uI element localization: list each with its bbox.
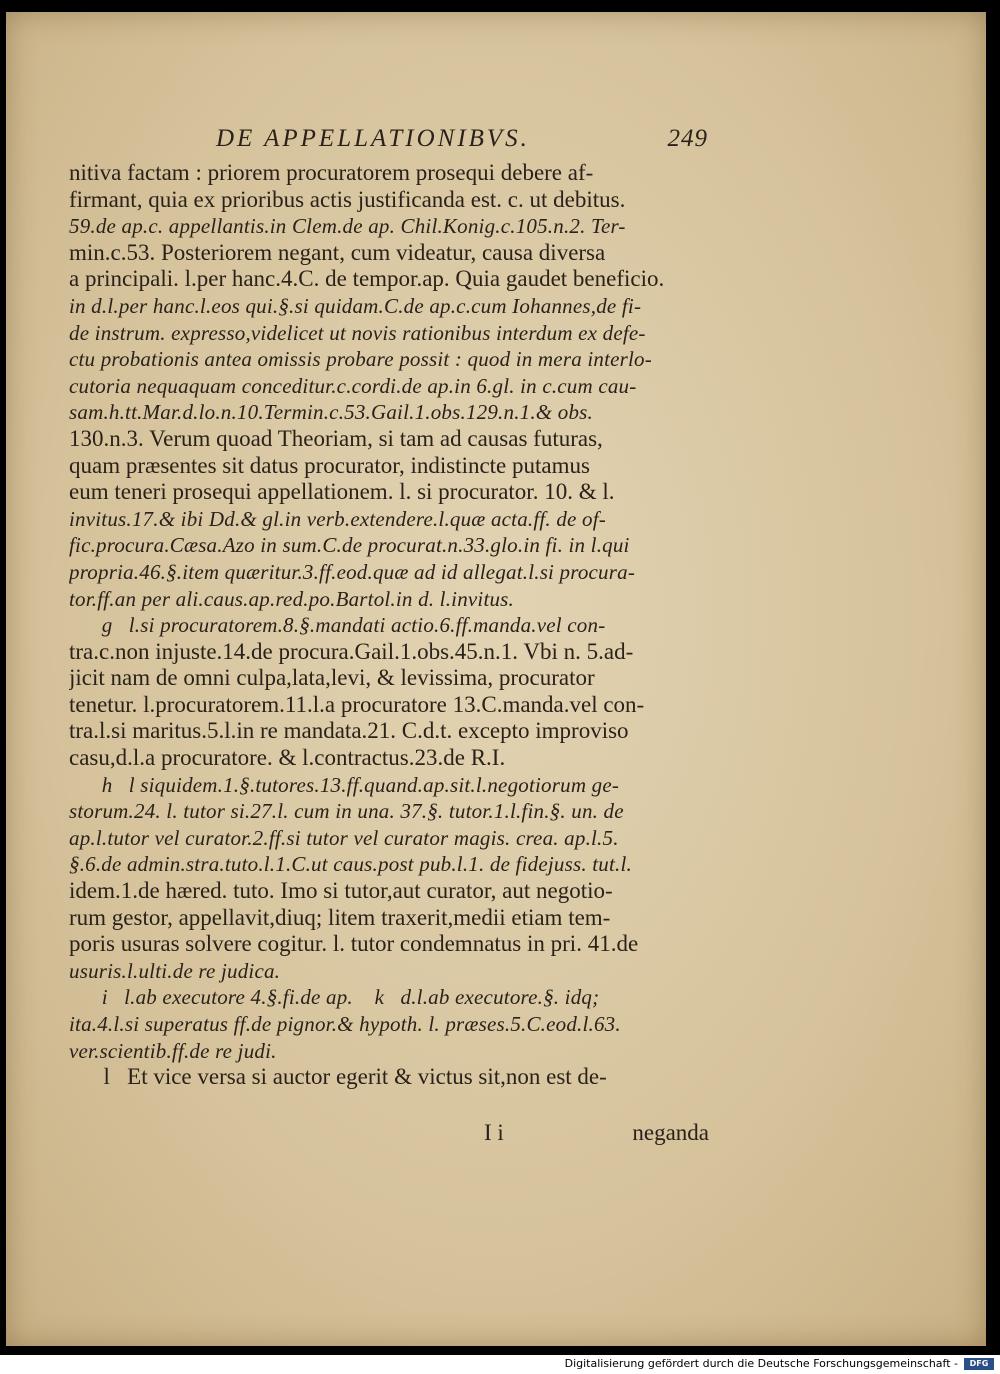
text-line: poris usuras solvere cogitur. l. tutor condemnatus in pri. 41.de <box>69 931 639 957</box>
footer-bar <box>0 1355 1000 1374</box>
text-line: tra.c.non injuste.14.de procura.Gail.1.obs.45.n.1. Vbi n. 5.ad- <box>69 638 634 664</box>
text-line: sam.h.tt.Mar.d.lo.n.10.Termin.c.53.Gail.1.obs.129.n.1.& obs. <box>69 400 594 425</box>
text-line: ctu probationis antea omissis probare possit : quod in mera interlo- <box>69 347 652 372</box>
catchword: neganda <box>632 1120 709 1145</box>
text-line: storum.24. l. tutor si.27.l. cum in una. 37.§. tutor.1.l.fin.§. un. de <box>69 799 624 824</box>
text-line: nitiva factam : priorem procuratorem prosequi debere af- <box>69 160 594 185</box>
text-line: ap.l.tutor vel curator.2.ff.si tutor vel curator magis. crea. ap.l.5. <box>69 825 619 850</box>
text-line: jicit nam de omni culpa,lata,levi, & levissima, procurator <box>69 665 595 691</box>
text-line: 59.de ap.c. appellantis.in Clem.de ap. Chil.Konig.c.105.n.2. Ter- <box>69 214 626 239</box>
text-line: ver.scientib.ff.de re judi. <box>69 1038 277 1063</box>
text-line: i l.ab executore 4.§.fi.de ap. k d.l.ab executore.§. idq; <box>69 985 600 1010</box>
text-line: quam præsentes sit datus procurator, indistincte putamus <box>69 452 590 478</box>
text-line: g l.si procuratorem.8.§.mandati actio.6.ff.manda.vel con- <box>69 613 606 638</box>
text-line: min.c.53. Posteriorem negant, cum videatur, causa diversa <box>69 239 606 265</box>
text-line: eum teneri prosequi appellationem. l. si procurator. 10. & l. <box>69 479 615 505</box>
text-line: ita.4.l.si superatus ff.de pignor.& hypoth. l. præses.5.C.eod.l.63. <box>69 1012 621 1036</box>
page-header <box>216 125 708 153</box>
book-page <box>6 12 986 1346</box>
text-line: propria.46.§.item quæritur.3.ff.eod.quæ ad id allegat.l.si procura- <box>69 559 636 584</box>
text-line: h l siquidem.1.§.tutores.13.ff.quand.ap.sit.l.negotiorum ge- <box>69 772 620 797</box>
text-line: §.6.de admin.stra.tuto.l.1.C.ut caus.post pub.l.1. de fidejuss. tut.l. <box>69 852 632 877</box>
page-number: 249 <box>667 125 708 152</box>
text-line: fic.procura.Cæsa.Azo in sum.C.de procurat.n.33.glo.in fi. in l.qui <box>69 533 630 558</box>
text-line: idem.1.de hæred. tuto. Imo si tutor,aut curator, aut negotio- <box>69 878 613 904</box>
running-title: DE APPELLATIONIBVS. <box>216 125 530 152</box>
text-line: invitus.17.& ibi Dd.& gl.in verb.extendere.l.quæ acta.ff. de of- <box>69 506 606 531</box>
text-line: 130.n.3. Verum quoad Theoriam, si tam ad causas futuras, <box>69 425 603 451</box>
signature-mark: I i <box>484 1120 504 1145</box>
footer-credit: Digitalisierung gefördert durch die Deutsche Forschungsgemeinschaft - <box>564 1357 958 1370</box>
text-line: tenetur. l.procuratorem.11.l.a procuratore 13.C.manda.vel con- <box>69 691 645 717</box>
text-line: in d.l.per hanc.l.eos qui.§.si quidam.C.de ap.c.cum Iohannes,de fi- <box>69 293 642 318</box>
text-line: tra.l.si maritus.5.l.in re mandata.21. C.d.t. excepto improviso <box>69 718 629 744</box>
text-line: tor.ff.an per ali.caus.ap.red.po.Bartol.in d. l.invitus. <box>69 586 515 611</box>
text-line: rum gestor, appellavit,diuq; litem traxerit,medii etiam tem- <box>69 904 611 930</box>
text-line: usuris.l.ulti.de re judica. <box>69 958 281 983</box>
text-line: casu,d.l.a procuratore. & l.contractus.23.de R.I. <box>69 745 506 771</box>
text-line: de instrum. expresso,videlicet ut novis rationibus interdum ex defe- <box>69 320 646 345</box>
text-line: a principali. l.per hanc.4.C. de tempor.ap. Quia gaudet beneficio. <box>69 266 665 292</box>
text-line: firmant, quia ex prioribus actis justificanda est. c. ut debitus. <box>69 186 626 212</box>
body-text <box>69 160 709 1091</box>
text-line: l Et vice versa si auctor egerit & victus sit,non est de- <box>69 1064 607 1090</box>
dfg-logo-icon: DFG <box>964 1358 994 1370</box>
text-line: cutoria nequaquam conceditur.c.cordi.de ap.in 6.gl. in c.cum cau- <box>69 373 637 398</box>
